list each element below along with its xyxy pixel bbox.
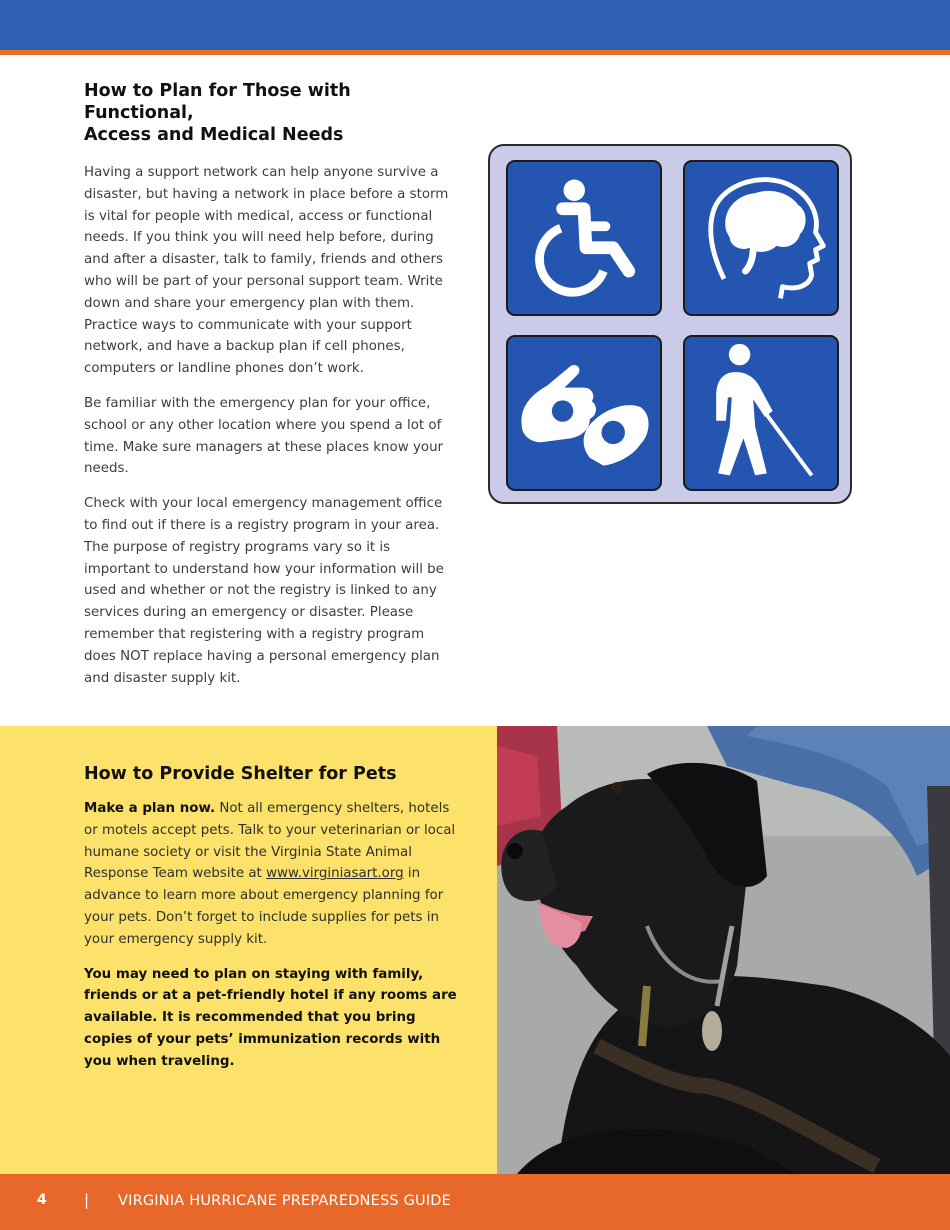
header-bar xyxy=(0,0,950,50)
blind-cane-icon xyxy=(683,335,839,491)
functional-needs-title xyxy=(84,80,459,146)
emergency-plan-paragraph: Be familiar with the emergency plan for your office, school or any other location where you spend a lot of time. Make sure managers at these places know your needs. xyxy=(84,395,444,477)
pets-text-after-link: in advance to learn more about emergency planning for your pets. Don’t forget to include supplies for pets in your emergency supply kit. xyxy=(84,866,444,947)
functional-needs-section xyxy=(84,80,459,702)
accessibility-icons-panel xyxy=(488,144,852,504)
cognitive-brain-icon xyxy=(683,160,839,316)
registry-paragraph: Check with your local emergency management office to find out if there is a registry program in your area. The purpose of registry programs vary so it is important to understand how your information will be used and whether or not the registry is linked to any services during an emergency or disaster. Please remember that registering with a registry program does NOT replace having a personal emergency plan and disaster supply kit. xyxy=(84,496,444,686)
header-accent-stripe xyxy=(0,50,950,55)
pets-bold-paragraph: You may need to plan on staying with family, friends or at a pet-friendly hotel if any rooms are available. It is recommended that you bring copies of your pets’ immunization records with you when traveling. xyxy=(84,966,457,1069)
page-footer xyxy=(0,1174,950,1230)
pets-text-before-link: Not all emergency shelters, hotels or motels accept pets. Talk to your veterinarian or local humane society or visit the Virginia State Animal Response Team website at xyxy=(84,801,456,882)
service-dog-photo xyxy=(497,726,950,1174)
footer-guide-title: VIRGINIA HURRICANE PREPAREDNESS GUIDE xyxy=(118,1193,452,1209)
virginiasart-link[interactable]: www.virginiasart.org xyxy=(266,866,404,882)
title-line-2: Access and Medical Needs xyxy=(84,125,344,145)
pets-plan-paragraph xyxy=(84,798,464,951)
pets-title: How to Provide Shelter for Pets xyxy=(84,764,397,784)
pets-lead: Make a plan now. xyxy=(84,801,216,816)
wheelchair-icon xyxy=(506,160,662,316)
support-network-paragraph: Having a support network can help anyone survive a disaster, but having a network in place before a storm is vital for people with medical, access or functional needs. If you think you will need help before, during and after a disaster, talk to family, friends and others who will be part of your personal support team. Write down and share your emergency plan with them. Practice ways to communicate with your support network, and have a backup plan if cell phones, computers or landline phones don’t work. xyxy=(84,165,449,377)
sign-language-icon xyxy=(506,335,662,491)
pets-section xyxy=(84,762,464,1086)
footer-separator: | xyxy=(84,1191,90,1209)
title-line-1: How to Plan for Those with Functional, xyxy=(84,81,351,123)
page-number: 4 xyxy=(37,1192,47,1208)
